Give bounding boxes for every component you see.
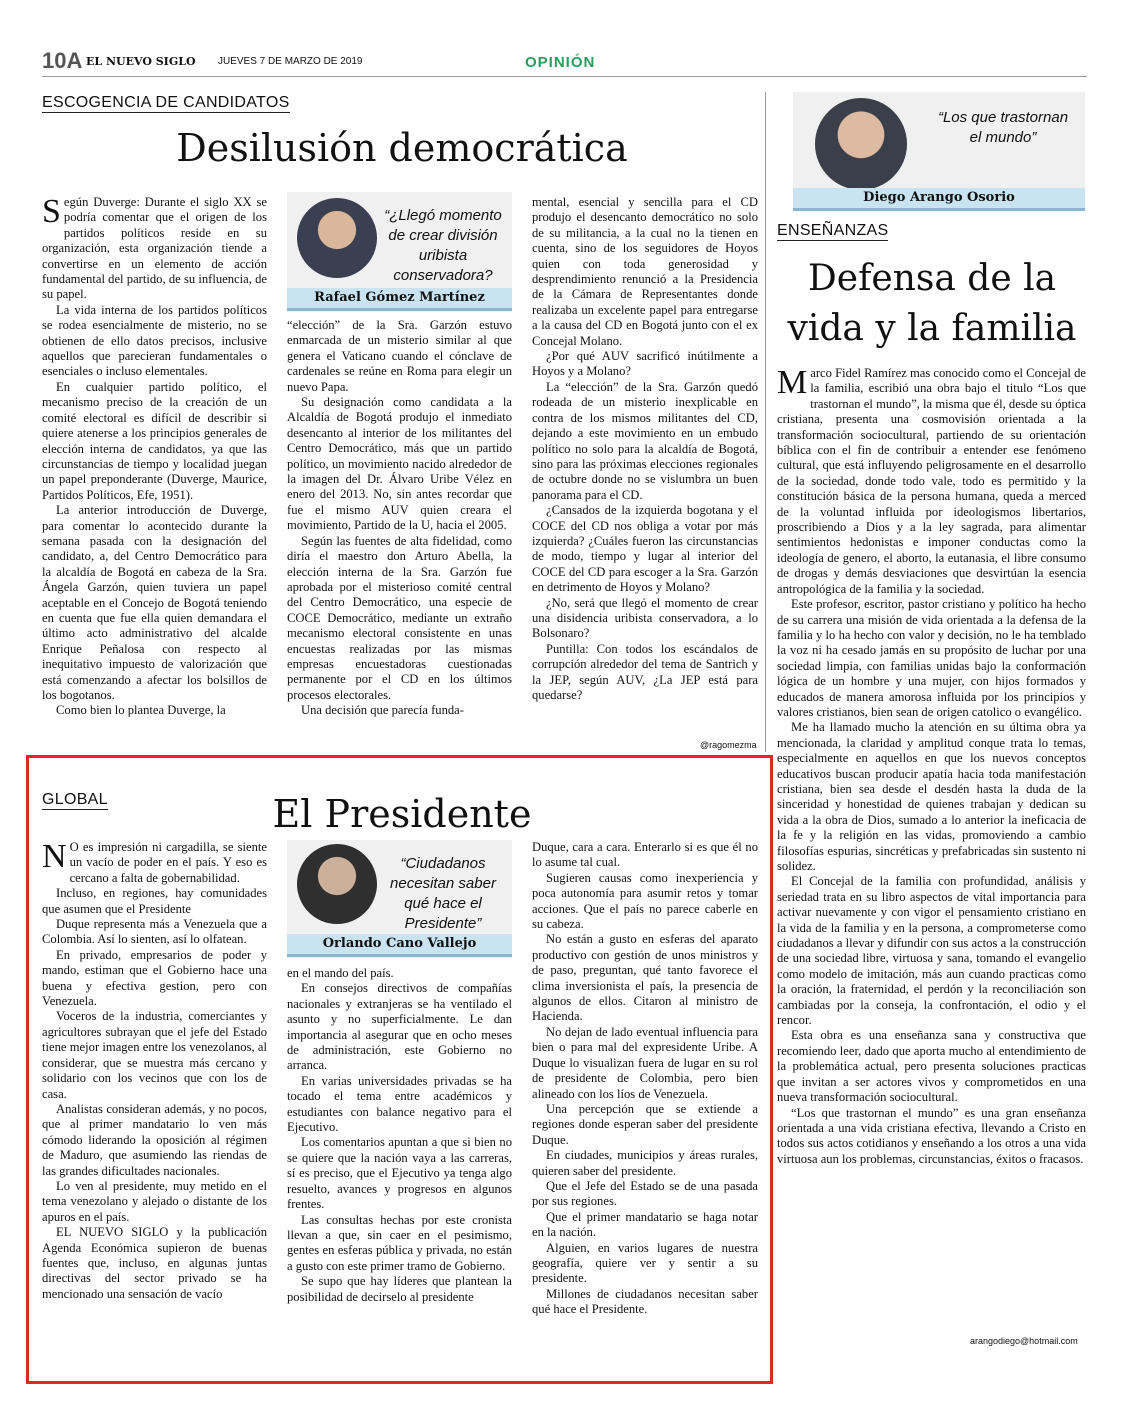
article3-pullquote: “Los que trastornan el mundo”: [937, 109, 1069, 146]
article2-c2-p3: En varias universidades privadas se ha tocado el tema entre académicos y estudiantes con balance negativo para el Ejecutivo.: [287, 1073, 512, 1135]
issue-date: JUEVES 7 DE MARZO DE 2019: [218, 56, 363, 67]
article2-author-box: [287, 840, 512, 958]
article2-c2-p1: en el mando del país.: [287, 966, 394, 980]
article1-c2-p3: Según las fuentes de alta fidelidad, como diría el maestro don Arturo Abella, la elección interna de la Sra. Garzón fue aprobada por el misterioso comité central del Centro Democrático, una especie de COCE Democrático, mediante un extraño mecanismo electoral consistente en unas encuestas realizadas por las mismas empresas encuestadoras cuestionadas permanente por el CD en los últimos procesos electorales.: [287, 533, 512, 702]
author-photo: [297, 844, 377, 924]
article2-c1-p5: Voceros de la industria, comerciantes y agricultores subrayan que el jefe del Estado tiene mejor imagen entre los venezolanos, al considerar, que se muestra más cercano y solidario con los vecinos que con los de casa.: [42, 1009, 267, 1101]
article2-c1-p8: EL NUEVO SIGLO y la publicación Agenda Económica supieron de buenas fuentes que, incluso, en algunas juntas directivas del sector privado se ha mencionado una sensación de vacío: [42, 1225, 267, 1301]
article1-pullquote: “¿Llegó momento de crear división uribista conservadora?: [384, 207, 502, 284]
article2-c3-p6: En ciudades, municipios y áreas rurales, quieren saber del presidente.: [532, 1148, 758, 1178]
article2-kicker: GLOBAL: [42, 791, 108, 808]
article2-byline: Orlando Cano Vallejo: [287, 934, 512, 957]
article1-headline: Desilusión democrática: [176, 126, 628, 170]
article2-c2-p6: Se supo que hay líderes que plantean la posibilidad de decirselo al presidente: [287, 1274, 512, 1304]
article1-c1-p3: En cualquier partido político, el mecanismo preciso de la creación de un comité electoral es difícil de describir si quiere atenerse a los principios generales de elección interna de candidatos, ya que las circunstancias de tiempo y localidad juegan un papel preponderante (Duverge, Maurice, Partidos Políticos, Efe, 1951).: [42, 379, 267, 502]
article2-c1-p4: En privado, empresarios de poder y mando, estiman que el Gobierno hace una buena y efectiva gestion, pero con Venezuela.: [42, 947, 267, 1009]
article1-author-box: [287, 192, 512, 312]
article2-c3-p8: Que el primer mandatario se haga notar en la nación.: [532, 1209, 758, 1240]
article1-c1-p2: La vida interna de los partidos políticos se rodea esencialmente de misterio, no se obtienen de ello datos precisos, inclusive aquellos que parecieran fundamentales o esenciales o incluso elementales.: [42, 302, 267, 379]
article2-c2-p4: Los comentarios apuntan a que si bien no se quiere que la nación vaya a las carreras, sí es preciso, que el Ejecutivo ya tenga algo resuelto, avances y progresos en algunos frentes.: [287, 1135, 512, 1212]
article1-c1-p4: La anterior introducción de Duverge, para comentar lo acontecido durante la semana pasada con la designación del candidato, a, del Centro Democrático para la alcaldía de Bogotá en cabeza de la Sra. Ángela Garzón, quien tuviera un papel aceptable en el Concejo de Bogotá teniendo en cuenta que fue ella quien demandara el último acto administrativo del alcalde Enrique Peñalosa con respecto al inequitativo impuesto de valorización que está comenzando a afectar los bolsillos de los bogotanos.: [42, 503, 267, 702]
article2-c2-p5: Las consultas hechas por este cronista llevan a que, sin caer en el pesimismo, gentes en esferas pública y privada, no están a gusto con este primer tramo de Gobierno.: [287, 1212, 512, 1273]
article2-headline: El Presidente: [272, 792, 532, 836]
article2-pullquote: “Ciudadanos necesitan saber qué hace el Presidente”: [390, 855, 496, 932]
article2-c1-p1: O es impresión ni cargadilla, se siente un vacío de poder en el país. Y eso es cercano a falta de gobernabilidad.: [69, 840, 267, 885]
article2-c1-p7: Lo ven al presidente, muy metido en el tema venezolano y alejado o distante de los apuros en el país.: [42, 1178, 267, 1224]
article2-column-3: [532, 840, 758, 1318]
article1-kicker: ESCOGENCIA DE CANDIDATOS: [42, 94, 290, 111]
article3-author-box: [793, 92, 1085, 210]
article2-c3-p1: Duque, cara a cara. Enterarlo si es que él no lo asume tal cual.: [532, 840, 758, 870]
article1-c3-p6: Puntilla: Con todos los escándalos de corrupción alrededor del tema de Santrich y la JEP, según AUV, ¿La JEP está para quedarse?: [532, 641, 758, 702]
author-photo: [815, 98, 907, 190]
article2-c1-p6: Analistas consideran además, y no pocos, que al primer mandatario lo ven más cómodo liderando la oposición al régimen de Maduro, que asumiendo las riendas de las grandes dificultades nacionales.: [42, 1101, 267, 1178]
article1-c2-p1: “elección” de la Sra. Garzón estuvo enmarcada de un misterio similar al que genera el Vaticano cuando el cónclave de cardenales se reúne en Roma para elegir un nuevo Papa.: [287, 318, 512, 394]
article3-headline: [777, 254, 1087, 354]
article2-c2-p2: En consejos directivos de compañías nacionales y extranjeras se ha ventilado el asunto y no superficialmente. Le dan importancia al asegurar que en ocho meses de administración, este Gobierno no arranca.: [287, 981, 512, 1073]
article1-c3-p5: ¿No, será que llegó el momento de crear una disidencia uribista conservadora, a lo Bolsonaro?: [532, 595, 758, 641]
article1-c3-p4: ¿Cansados de la izquierda bogotana y el COCE del CD nos obliga a votar por más izquierda? ¿Cuáles fueron las circunstancias de modo, tiempo y lugar al interior del COCE del CD para escoger a la Sra. Garzón en detrimento de Hoyos y Molano?: [532, 503, 758, 595]
article1-c3-p1: mental, esencial y sencilla para el CD produjo el desencanto democrático no solo de su militancia, a la cual no la tienen en cuenta, sino de los seguidores de Hoyos quien con toda generosidad y desprendimiento renunció a la Presidencia de la Cámara de Representantes donde realizaba un excelente papel para entregarse a la causa del CD en Bogotá junto con el ex Concejal Molano.: [532, 195, 758, 348]
article3-kicker: ENSEÑANZAS: [777, 222, 889, 239]
article2-c3-p9: Alguien, en varios lugares de nuestra geografía, quiere ver y sentir a su presidente.: [532, 1240, 758, 1286]
article1-c2-p4: Una decisión que parecía funda-: [301, 703, 464, 718]
article3-handle: arangodiego@hotmail.com: [970, 1336, 1078, 1346]
article3-p2: Este profesor, escritor, pastor cristiano y político ha hecho de su carrera una misión de vida orientada a la defensa de la familia y lo ha hecho con valor y decisión, no le ha temblado la voz ni ha cesado jamás en su propósito de luchar por una sociedad limpia, con familias unidas bajo la conformación lógica de un hombre y una mujer, con hijos formados y educados de manera amorosa influida por los principios y valores cristianos, bien sean de origen catolico o evangélico.: [777, 597, 1086, 719]
article3-p1: arco Fidel Ramírez mas conocido como el Concejal de la familia, escribió una obra bajo el titulo “Los que trastornan el mundo”, la misma que él, desde su óptica cristiana, presenta una cosmovisión orientada a la transformación sociocultural, partiendo de su orientación bíblica con el fin de contribuir a entender ese fenómeno cultural, que está influyendo peligrosamente en el desarrollo de la sociedad, donde todo vale, todo es permitido y la constitución básica de la persona humana, queda a merced de la voluntad influida por ideologismos libertarios, proscribiendo a Dios y a la ley sagrada, para alimentar sentimientos hedonistas e imponer conductas como la ideología de genero, el aborto, la eutanasia, el libre consumo de drogas y demás desviaciones que desvirtúan la esencia antropológica de la familia y la sociedad.: [777, 366, 1086, 596]
page-number: 10A: [42, 48, 83, 73]
article1-c3-p3: La “elección” de la Sra. Garzón quedó rodeada de un misterio inexplicable en contra de los mismos militantes del CD, dejando a este movimiento en un embudo político no solo para la alcaldía de Bogotá, sino para las próximas elecciones regionales de octubre donde no se vislumbra un buen panorama para el CD.: [532, 379, 758, 502]
article2-c3-p2: Sugieren causas como inexperiencia y poca autonomía para asumir retos y tomar acciones. Que el país no parece caberle en su cabeza.: [532, 870, 758, 932]
article2-c3-p5: Una percepción que se extiende a regiones donde esperan saber del presidente Duque.: [532, 1101, 758, 1147]
article2-column-2: [287, 966, 512, 1305]
article1-c1-p5: Como bien lo plantea Duverge, la: [56, 703, 226, 718]
article1-column-3: [532, 195, 758, 703]
article3-headline-line1: Defensa de la: [807, 258, 1057, 299]
section-name: OPINIÓN: [525, 54, 596, 71]
page-header: [42, 50, 1087, 77]
article2-c3-p10: Millones de ciudadanos necesitan saber qué hace el Presidente.: [532, 1286, 758, 1317]
article3-body: Marco Fidel Ramírez mas conocido como el Concejal de la familia, escribió una obra bajo el titulo “Los que trastornan el mundo”, la misma que él, desde su óptica cristiana, presenta una cosmovisión orientada a la transformación sociocultural, partiendo de su orientación bíblica con el fin de contribuir a entender ese fenómeno cultural, que está influyendo peligrosamente en el desarrollo de la sociedad, donde todo vale, todo es permitido y la constitución básica de la persona humana, queda a merced de la voluntad influida por ideologismos libertarios, proscribiendo a Dios y a la ley sagrada, para alimentar sentimientos hedonistas e imponer conductas como la ideología de genero, el aborto, la eutanasia, el libre consumo de drogas y demás desviaciones que desvirtúan la esencia antropológica de la familia y la sociedad. Este profesor, escritor, pastor cristiano y político ha hecho de su carrera una misión de vida orientada a la defensa de la familia y lo ha hecho con valor y decisión, no le ha temblado la voz ni ha cesado jamás en su propósito de luchar por una sociedad limpia, con familias unidas bajo la conformación lógica de un hombre y una mujer, con hijos formados y educados de manera amorosa influida por los principios y valores cristianos, bien sean de origen catolico o evangélico. Me ha llamado mucho la atención en su última obra ya mencionada, la claridad y amplitud conque trata lo temas, especialmente en aquellos en que los nuevos conceptos educativos buscan producir apatía hacia toda manifestación cristiana, bien sea desde el desdén hasta la duda de la sinceridad y honestidad de quienes trabajan y dedican su vida a la obra de Dios, sumado a lo anterior la ineficacia de la fe y la religión en las vidas, promoviendo a cambio filosofías espurias, sincréticas y prefabricadas sin sustento ni solidez. El Concejal de la familia con profundidad, análisis y seriedad trata en su libro aspectos de vital importancia para activar nuevamente y con vigor el pensamiento cristiano en la vida de la familia y en la persona, a comprometerse como ciudadanos a llevar y difundir con sus actos a la construcción de una sociedad libre, virtuosa y sana, tomando el evangelio como modelo de imitación, más aun cuando practicas como la oración, la fraternidad, el perdón y la reconciliación son cambiadas por la conseja, la confrontación, el odio y el rencor. Esta obra es una enseñanza sana y constructiva que recomiendo leer, dado que aporta mucho al entendimiento de la problemática actual, pero presenta soluciones practicas que invitan a ser actores vivos y comprometidos en una nueva transformación sociocultural. “Los que trastornan el mundo” es una gran enseñanza orientada a una vida cristiana efectiva, llevando a Cristo en todos sus actos cotidianos y enseñando a los otros a una vida virtuosa aun los problemas, circunstancias, éxitos o fracasos.: [777, 364, 1086, 1166]
article1-c3-p2: ¿Por qué AUV sacrificó inútilmente a Hoyos y a Molano?: [532, 349, 758, 379]
publication-name: EL NUEVO SIGLO: [86, 55, 196, 68]
article3-p4: El Concejal de la familia con profundidad, análisis y seriedad trata en su libro aspectos de vital importancia para activar nuevamente y con vigor el pensamiento cristiano en la vida de la familia y en la persona, a comprometerse como ciudadanos a llevar y difundir con sus actos a la construcción de una sociedad libre, virtuosa y sana, tomando el evangelio como modelo de imitación, más aun cuando practicas como la oración, la fraternidad, el perdón y la reconciliación son cambiadas por la conseja, la confrontación, el odio y el rencor.: [777, 874, 1086, 1028]
article3-p3: Me ha llamado mucho la atención en su última obra ya mencionada, la claridad y amplitud conque trata lo temas, especialmente en aquellos en que los nuevos conceptos educativos buscan producir apatía hacia toda manifestación cristiana, bien sea desde el desdén hasta la duda de la sinceridad y honestidad de quienes trabajan y dedican su vida a la obra de Dios, sumado a lo anterior la ineficacia de la fe y la religión en las vidas, promoviendo a cambio filosofías espurias, sincréticas y prefabricadas sin sustento ni solidez.: [777, 720, 1086, 873]
article3-p6: “Los que trastornan el mundo” es una gran enseñanza orientada a una vida cristiana efectiva, llevando a Cristo en todos sus actos cotidianos y enseñando a los otros a una vida virtuosa aun los problemas, circunstancias, éxitos o fracasos.: [777, 1105, 1086, 1166]
article2-column-1: N O es impresión ni cargadilla, se siente un vacío de poder en el país. Y eso es cercano a falta de gobernabilidad. Incluso, en regiones, hay comunidades que asumen que el Presidente Duque representa más a Venezuela que a Colombia. Así lo sienten, así lo olfatean. En privado, empresarios de poder y mando, estiman que el Gobierno hace una buena y efectiva gestion, pero con Venezuela. Voceros de la industria, comerciantes y agricultores subrayan que el jefe del Estado tiene mejor imagen entre los venezolanos, al considerar, que se muestra más cercano y solidario con los vecinos que con los de casa. Analistas consideran además, y no pocos, que al primer mandatario lo ven más cómodo liderando la oposición al régimen de Maduro, que asumiendo las riendas de las grandes dificultades nacionales. Lo ven al presidente, muy metido en el tema venezolano y alejado o distante de los apuros en el país. EL NUEVO SIGLO y la publicación Agenda Económica supieron de buenas fuentes que, incluso, en algunas juntas directivas del sector privado se ha mencionado una sensación de vacío: [42, 838, 267, 1301]
article3-p5: Esta obra es una enseñanza sana y constructiva que recomiendo leer, dado que aporta mucho al entendimiento de la problemática actual, pero presenta soluciones practicas que invitan a ser actores vivos y comprometidos en una nueva transformación sociocultural.: [777, 1028, 1086, 1105]
author-photo: [297, 198, 377, 278]
article3-headline-line2: vida y la familia: [787, 308, 1077, 349]
article1-c2-p2: Su designación como candidata a la Alcaldía de Bogotá produjo el inmediato desencanto al interior de los militantes del Centro Democrático, más que un partido político, un movimiento nacido alrededor de la imagen del Dr. Álvaro Uribe Vélez en enero del 2013. No, sin antes recordar que fue el mismo AUV quien creara el movimiento, Partido de la U, hacia el 2005.: [287, 395, 512, 533]
article1-c1-p1: egún Duverge: Durante el siglo XX se podría comentar que el origen de los partidos políticos reside en su organización, esta organización tiende a convertirse en un elemento de acción fundamental del partido, de su influencia, de su papel.: [42, 195, 267, 302]
article1-handle: @ragomezma: [700, 740, 757, 750]
article1-column-2: [287, 318, 512, 719]
column-divider: [765, 92, 766, 752]
article2-c1-p3: Duque representa más a Venezuela que a Colombia. Así lo sienten, así lo olfatean.: [42, 917, 267, 947]
article1-column-1: Según Duverge: Durante el siglo XX se podría comentar que el origen de los partidos políticos reside en su organización, esta organización tiende a convertirse en un elemento de acción fundamental del partido, de su influencia, de su papel. La vida interna de los partidos políticos se rodea esencialmente de misterio, no se obtienen de ello datos precisos, inclusive aquellos que parecieran fundamentales o esenciales o incluso elementales. En cualquier partido político, el mecanismo preciso de la creación de un comité electoral es difícil de describir si quiere atenerse a los principios generales de elección interna de candidatos, ya que las circunstancias de tiempo y localidad juegan un papel preponderante (Duverge, Maurice, Partidos Políticos, Efe, 1951). La anterior introducción de Duverge, para comentar lo acontecido durante la semana pasada con la designación del candidato, a, del Centro Democrático para la alcaldía de Bogotá en cabeza de la Sra. Ángela Garzón, quien tuviera un papel aceptable en el Concejo de Bogotá teniendo en cuenta que fue ella quien demandara el último acto administrativo del alcalde Enrique Peñalosa con respecto al inequitativo impuesto de valorización que está comenzando a afectar los bolsillos de los bogotanos. Como bien lo plantea Duverge, la: [42, 193, 267, 718]
article2-c3-p7: Que el Jefe del Estado se de una pasada por sus regiones.: [532, 1178, 758, 1209]
article2-c3-p4: No dejan de lado eventual influencia para bien o para mal del expresidente Uribe. A Duque lo visualizan fuera de lugar en su rol de presidente de Colombia, pero bien alineado con los líos de Venezuela.: [532, 1024, 758, 1101]
article2-c1-p2: Incluso, en regiones, hay comunidades que asumen que el Presidente: [42, 886, 267, 916]
article3-byline: Diego Arango Osorio: [793, 188, 1085, 211]
article2-c3-p3: No están a gusto en esferas del aparato productivo con gestión de unos ministros y de paso, preguntan, qué tanto favorece el clima inversionista el país, la presencia de algunos de ellos. Citaron al ministro de Hacienda.: [532, 932, 758, 1024]
article1-byline: Rafael Gómez Martínez: [287, 288, 512, 311]
